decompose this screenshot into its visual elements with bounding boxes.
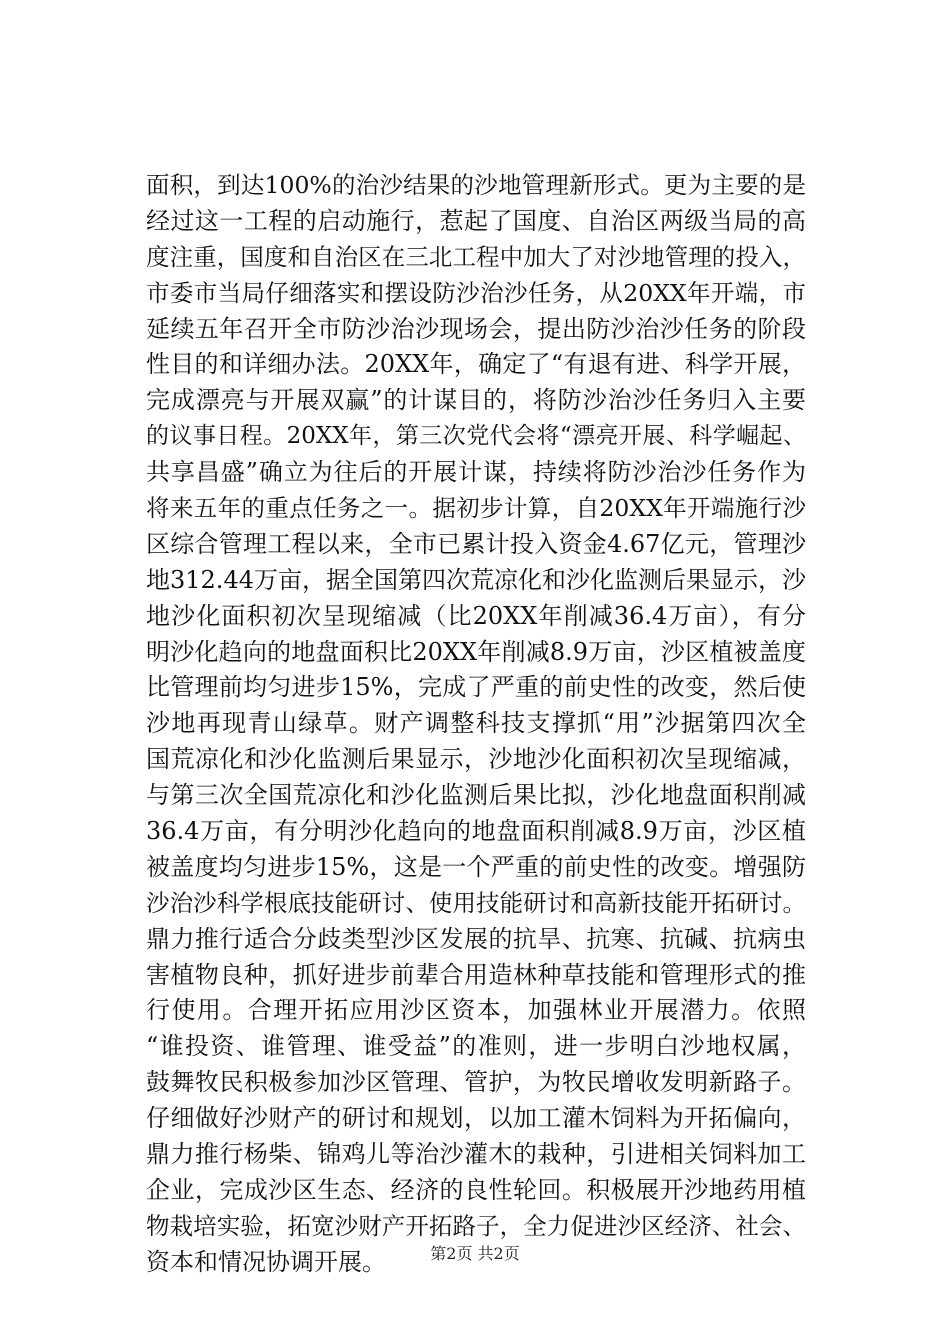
page-footer: 第2页 共2页 [430,1244,520,1263]
text-line: 害植物良种，抓好进步前辈合用造林种草技能和管理形式的推 [146,960,806,989]
text-line: 物栽培实验，拓宽沙财产开拓路子，全力促进沙区经济、社会、 [146,1211,806,1240]
text-line: 沙治沙科学根底技能研讨、使用技能研讨和高新技能开拓研讨。 [146,888,806,917]
text-line: 被盖度均匀进步15%，这是一个严重的前史性的改变。增强防 [146,852,806,881]
text-line: 行使用。合理开拓应用沙区资本，加强林业开展潜力。依照 [146,996,806,1025]
text-line: 比管理前均匀进步15%，完成了严重的前史性的改变，然后使 [146,673,806,702]
text-line: 企业，完成沙区生态、经济的良性轮回。积极展开沙地药用植 [146,1175,806,1204]
text-line: 性目的和详细办法。20XX年，确定了“有退有进、科学开展， [146,350,806,379]
text-line: 市委市当局仔细落实和摆设防沙治沙任务，从20XX年开端，市 [146,278,806,307]
text-line: 沙地再现青山绿草。财产调整科技支撑抓“用”沙据第四次全 [146,709,806,738]
text-line: 度注重，国度和自治区在三北工程中加大了对沙地管理的投入， [146,242,806,271]
text-line: 地312.44万亩，据全国第四次荒凉化和沙化监测后果显示，沙 [146,565,806,594]
text-line: 延续五年召开全市防沙治沙现场会，提出防沙治沙任务的阶段 [146,314,806,343]
text-line: 明沙化趋向的地盘面积比20XX年削减8.9万亩，沙区植被盖度 [146,637,806,666]
text-line: 国荒凉化和沙化监测后果显示，沙地沙化面积初次呈现缩减， [146,745,806,774]
body-paragraph [146,168,806,1281]
text-line: 鼎力推行杨柴、锦鸡儿等治沙灌木的栽种，引进相关饲料加工 [146,1140,806,1169]
text-line: 与第三次全国荒凉化和沙化监测后果比拟，沙化地盘面积削减 [146,781,806,810]
text-line: 完成漂亮与开展双赢”的计谋目的，将防沙治沙任务归入主要 [146,386,806,415]
text-line: 36.4万亩，有分明沙化趋向的地盘面积削减8.9万亩，沙区植 [146,817,806,846]
text-line: 区综合管理工程以来，全市已累计投入资金4.67亿元，管理沙 [146,529,806,558]
text-line: 将来五年的重点任务之一。据初步计算，自20XX年开端施行沙 [146,494,806,523]
text-line: 鼎力推行适合分歧类型沙区发展的抗旱、抗寒、抗碱、抗病虫 [146,924,806,953]
text-line: 面积，到达100%的治沙结果的沙地管理新形式。更为主要的是 [146,171,806,199]
text-line: 共享昌盛”确立为往后的开展计谋，持续将防沙治沙任务作为 [146,458,806,487]
text-line: “谁投资、谁管理、谁受益”的准则，进一步明白沙地权属， [146,1032,806,1061]
text-line: 仔细做好沙财产的研讨和规划，以加工灌木饲料为开拓偏向， [146,1104,806,1133]
text-line: 经过这一工程的启动施行，惹起了国度、自治区两级当局的高 [146,206,806,235]
text-line: 地沙化面积初次呈现缩减（比20XX年削减36.4万亩），有分 [146,601,806,630]
text-line: 资本和情况协调开展。 [146,1247,386,1276]
text-line: 鼓舞牧民积极参加沙区管理、管护，为牧民增收发明新路子。 [146,1068,806,1097]
text-line: 的议事日程。20XX年，第三次党代会将“漂亮开展、科学崛起、 [146,423,806,450]
